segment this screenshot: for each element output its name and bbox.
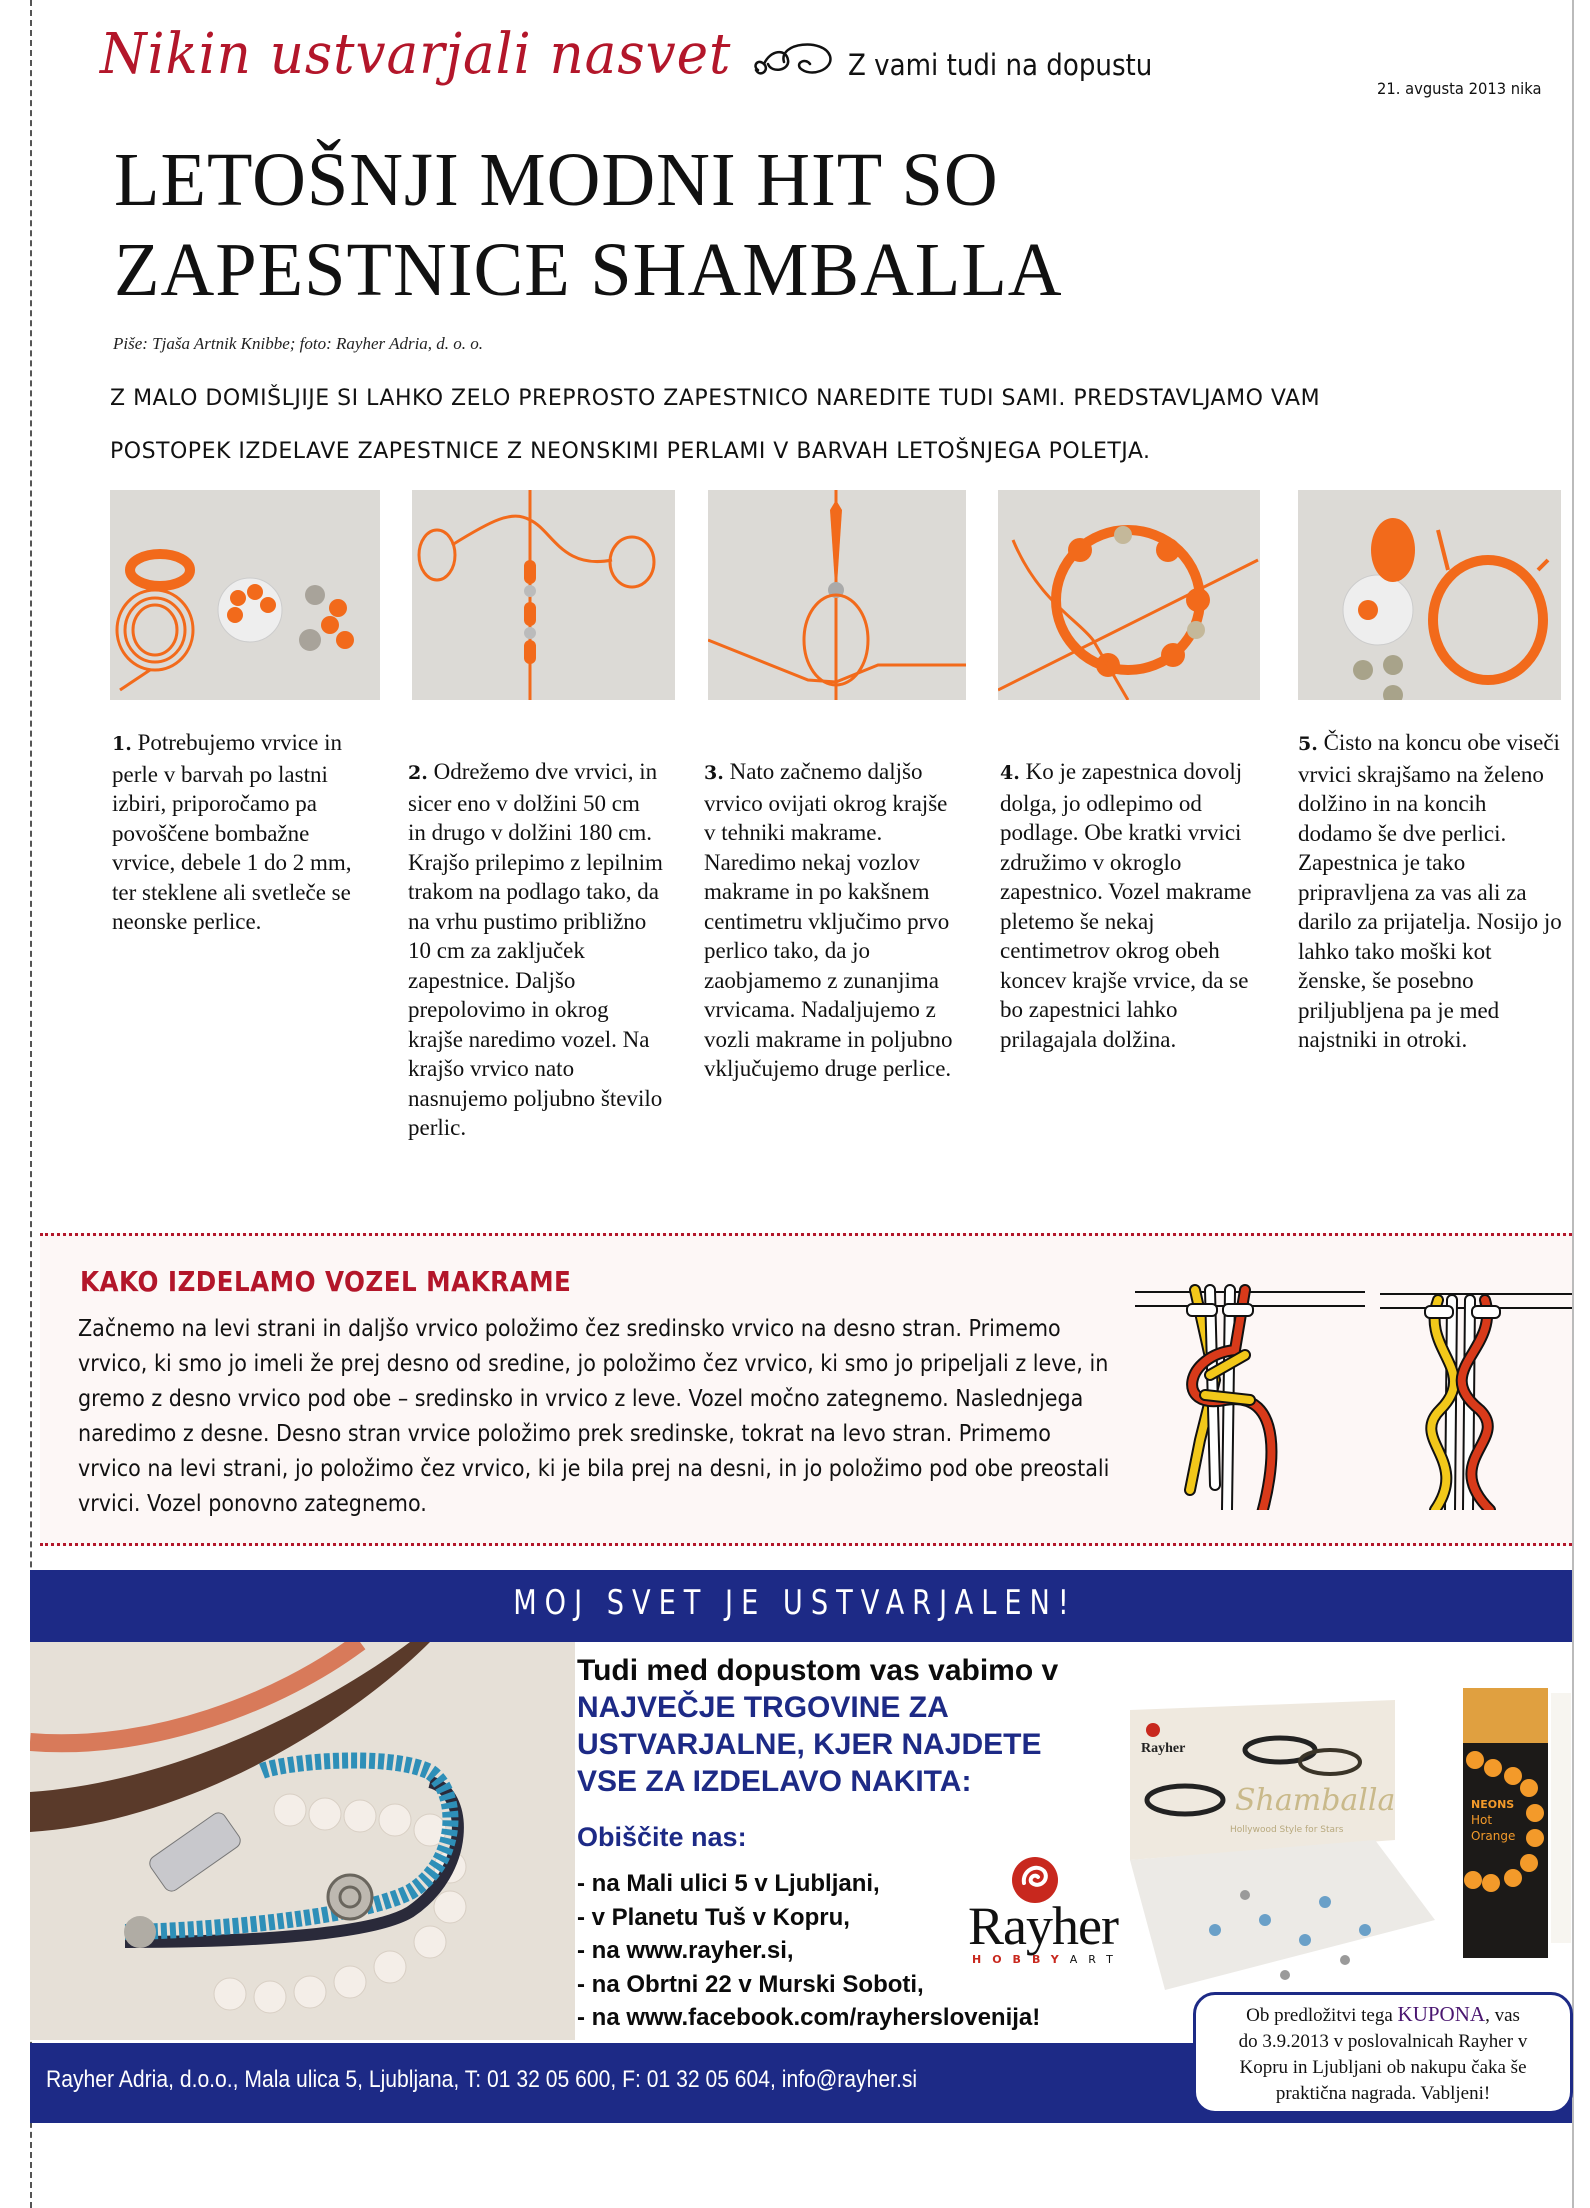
display-brand: Rayher	[1141, 1741, 1186, 1756]
coupon-line-2: do 3.9.2013 v poslovalnicah Rayher v	[1238, 2031, 1528, 2052]
lead-line-2: POSTOPEK IZDELAVE ZAPESTNICE Z NEONSKIMI PERLAMI V BARVAH LETOŠNJEGA POLETJA.	[110, 439, 1151, 464]
step-5	[1298, 728, 1563, 1055]
coupon-line-1	[1193, 2001, 1573, 2029]
byline: Piše: Tjaša Artnik Knibbe; foto: Rayher Adria, d. o. o.	[113, 334, 484, 353]
cords-and-beads-photo	[110, 490, 380, 700]
step-1-number: 1.	[112, 733, 132, 755]
display-title: Shamballa	[1235, 1783, 1396, 1818]
macrame-knot-diagram-2	[1380, 1270, 1572, 1510]
bracelet-photo	[30, 1642, 575, 2040]
step-5-photo	[1298, 490, 1561, 700]
location-item-link[interactable]: - na www.rayher.si,	[577, 1937, 794, 1964]
finished-bracelet-photo	[1298, 490, 1561, 700]
logo-art: ART	[1069, 1953, 1124, 1966]
display-stand-image	[1125, 1690, 1435, 2000]
tagline: Z vami tudi na dopustu	[848, 48, 1153, 82]
location-item: - v Planetu Tuš v Kopru,	[577, 1903, 850, 1931]
step-2-photo	[412, 490, 675, 700]
cut-cords-photo	[412, 490, 675, 700]
dateline: 21. avgusta 2013 nika	[1377, 79, 1542, 98]
neon-label-3: Orange	[1471, 1829, 1516, 1843]
neon-beads-package	[1463, 1688, 1573, 1968]
ad-headline-line-1: Tudi med dopustom vas vabimo v	[577, 1654, 1059, 1687]
display-subtitle: Hollywood Style for Stars	[1230, 1825, 1344, 1835]
ad-banner-text: MOJ SVET JE USTVARJALEN!	[513, 1583, 1077, 1623]
step-2-text: Odrežemo dve vrvici, in sicer eno v dolžini 50 cm in drugo v dolžini 180 cm. Krajšo prilepimo z lepilnim trakom na podlago tako, da na vrhu pustimo približno 10 cm za zaključek zapestnice. Daljšo prepolovimo in okrog krajše naredimo vozel. Na krajšo vrvico nato nasnujemo poljubno število perlic.	[408, 759, 663, 1140]
step-3-photo	[708, 490, 966, 700]
makrame-text: Začnemo na levi strani in daljšo vrvico položimo čez sredinsko vrvico na desno stran. Primemo vrvico, ki smo jo imeli že prej desno od sredine, jo položimo čez vrvico, ki smo jo pripeljali z leve, in gremo z desno vrvico pod obe – sredinsko in vrvico z leve. Vozel močno zategnemo. Naslednjega naredimo z desne. Desno stran vrvice položimo prek sredinske, tokrat na levo stran. Primemo vrvico na levi strani, jo položimo čez vrvico, ki je bila prej na desni, in jo položimo pod obe preostali vrvici. Vozel ponovno zategnemo.	[78, 1316, 1110, 1517]
step-5-text: Čisto na koncu obe viseči vrvici skrajšamo na želeno dolžino in na koncih dodamo še dve perlici. Zapestnica je tako pripravljena za vas ali za darilo za prijatelja. Nosijo jo lahko tako moški kot ženske, še posebno priljubljena pa je med najstniki in otroki.	[1298, 730, 1562, 1052]
step-4-number: 4.	[1000, 762, 1020, 784]
step-4	[1000, 757, 1260, 1054]
rayher-logo-text: Rayher	[968, 1896, 1118, 1956]
coupon-line-4: praktična nagrada. Vabljeni!	[1275, 2083, 1491, 2104]
series-title: Nikin ustvarjali nasvet	[100, 22, 732, 87]
rayher-logo-subtitle	[972, 1953, 1124, 1966]
coupon-keyword: KUPONA	[1397, 2002, 1486, 2026]
ad-headline-line-4: VSE ZA IZDELAVO NAKITA:	[577, 1765, 972, 1798]
macrame-start-photo	[708, 490, 966, 700]
ad-headline-line-2: NAJVEČJE TRGOVINE ZA	[577, 1691, 949, 1724]
location-item-link[interactable]: - na www.facebook.com/rayherslovenija!	[577, 2004, 1041, 2031]
title-line-2: ZAPESTNICE SHAMBALLA	[114, 228, 1063, 312]
step-5-number: 5.	[1298, 733, 1318, 755]
step-3-text: Nato začnemo daljšo vrvico ovijati okrog krajše v tehniki makrame. Naredimo nekaj vozlov makrame in po kakšnem centimetru vključimo prvo perlico tako, da jo zaobjamemo z zunanjima vrvicama. Nadaljujemo z vozli makrame in poljubno vključujemo druge perlice.	[704, 759, 953, 1081]
logo-hobby: HOBBY	[972, 1953, 1070, 1966]
macrame-knot-diagram-1	[1135, 1270, 1365, 1510]
bracelet-closing-photo	[998, 490, 1260, 700]
step-1-text: Potrebujemo vrvice in perle v barvah po lastni izbiri, priporočamo pa povoščene bombažne vrvice, debele 1 do 2 mm, ter steklene ali svetleče se neonske perlice.	[112, 730, 352, 934]
coupon-line-3: Kopru in Ljubljani ob nakupu čaka še	[1239, 2057, 1527, 2078]
location-item: - na Obrtni 22 v Murski Soboti,	[577, 1970, 924, 1998]
neon-package-image	[1463, 1688, 1573, 1968]
ad-footer-contact: Rayher Adria, d.o.o., Mala ulica 5, Ljubljana, T: 01 32 05 600, F: 01 32 05 604, info@rayher.si	[46, 2066, 918, 2093]
step-1	[112, 728, 377, 937]
step-4-text: Ko je zapestnica dovolj dolga, jo odlepimo od podlage. Obe kratki vrvici združimo v okroglo zapestnico. Vozel makrame pletemo še nekaj centimetrov okrog obeh koncev krajše vrvice, da se bo zapestnici lahko prilagajala dolžina.	[1000, 759, 1252, 1052]
swirl-ornament-icon	[748, 34, 843, 84]
ad-headline-line-3: USTVARJALNE, KJER NAJDETE	[577, 1728, 1042, 1761]
step-2-number: 2.	[408, 762, 428, 784]
neon-label-1: NEONS	[1471, 1798, 1515, 1811]
macrame-bracelet-image	[30, 1642, 575, 2040]
makrame-title: KAKO IZDELAMO VOZEL MAKRAME	[80, 1265, 572, 1298]
ad-visit-heading: Obiščite nas:	[577, 1822, 747, 1852]
step-2	[408, 757, 663, 1143]
neon-label-2: Hot	[1471, 1813, 1493, 1827]
lead-line-1: Z MALO DOMIŠLJIJE SI LAHKO ZELO PREPROSTO ZAPESTNICO NAREDITE TUDI SAMI. PREDSTAVLJAMO VAM	[110, 386, 1321, 411]
coupon-pre: Ob predložitvi tega	[1246, 2005, 1398, 2026]
ad-headline	[577, 1652, 1058, 1800]
step-3	[704, 757, 959, 1084]
location-item: - na Mali ulici 5 v Ljubljani,	[577, 1870, 880, 1897]
step-4-photo	[998, 490, 1260, 700]
step-3-number: 3.	[704, 762, 724, 784]
title-line-1: LETOŠNJI MODNI HIT SO	[114, 138, 999, 222]
coupon-post: , vas	[1485, 2005, 1520, 2026]
lead-paragraph	[110, 372, 1510, 478]
article-title	[114, 135, 1192, 315]
coupon-text	[1193, 2001, 1573, 2107]
shamballa-display-photo	[1125, 1690, 1435, 2000]
step-1-photo	[110, 490, 380, 700]
